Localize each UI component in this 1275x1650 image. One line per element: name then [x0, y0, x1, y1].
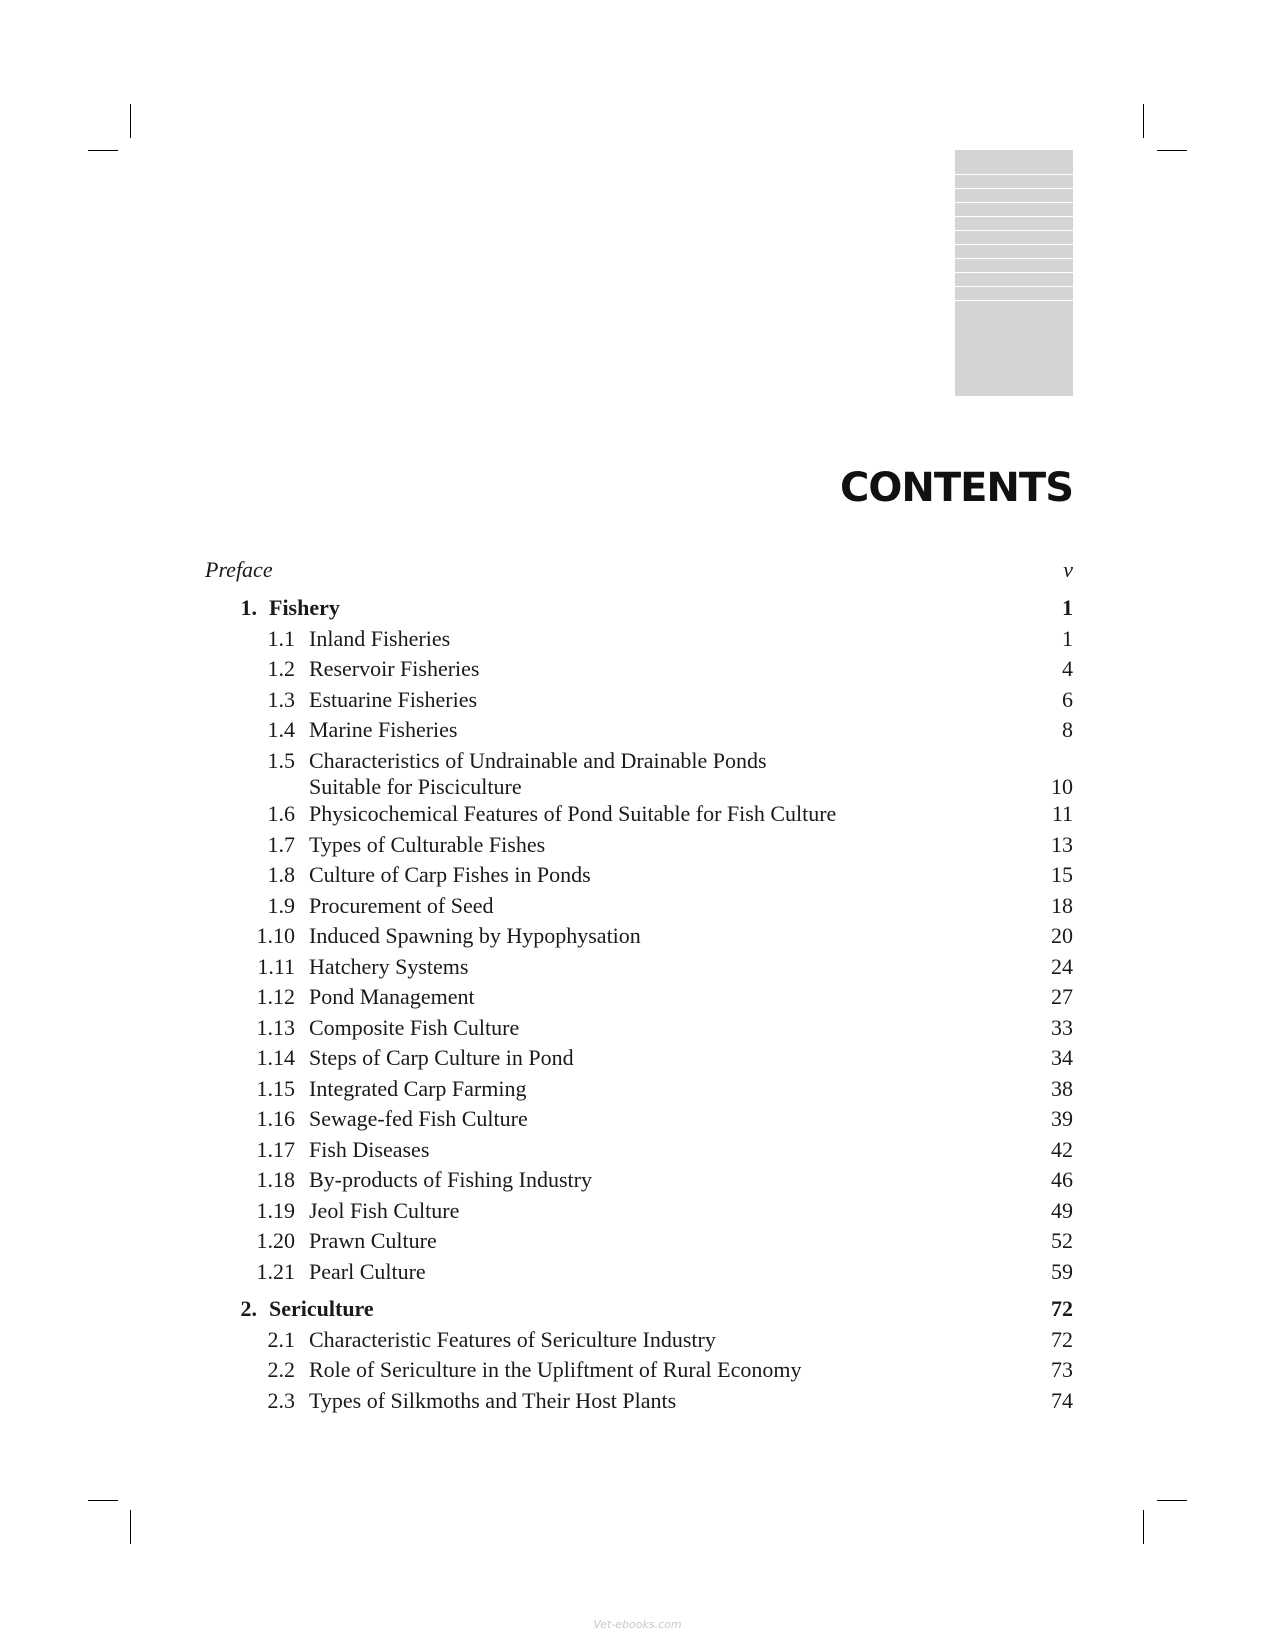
watermark: Vet-ebooks.com [593, 1618, 682, 1631]
toc-page-number: 49 [1051, 1197, 1073, 1223]
toc-page-number: 1 [1062, 595, 1073, 620]
toc-section-title: Characteristic Features of Sericulture Industry [309, 1326, 716, 1352]
toc-page-number: 11 [1051, 801, 1073, 826]
toc-page-number: 73 [1051, 1357, 1073, 1382]
toc-section-number: 1.13 [256, 1014, 295, 1040]
toc-page-number: 27 [1051, 984, 1073, 1009]
toc-section-number: 1.14 [256, 1045, 295, 1070]
toc-section-title: Pearl Culture [309, 1258, 426, 1284]
toc-section[interactable] [205, 830, 1073, 860]
toc-page-number: 24 [1051, 953, 1073, 979]
page-title: CONTENTS [839, 464, 1073, 511]
toc-section-title: Culture of Carp Fishes in Ponds [309, 862, 591, 887]
toc-section-title: Reservoir Fisheries [309, 656, 480, 681]
toc-section-number: 1.15 [256, 1075, 295, 1101]
toc-chapter-number: 1. [240, 595, 257, 620]
crop-mark-top-right-h [1157, 150, 1187, 151]
toc-section[interactable] [205, 1043, 1073, 1073]
toc-section-number: 2.1 [267, 1326, 295, 1352]
toc-section-continuation[interactable] [205, 772, 1073, 802]
toc-section-title: Role of Sericulture in the Upliftment of Rural Economy [309, 1357, 802, 1382]
toc-page-number: 52 [1051, 1228, 1073, 1253]
crop-mark-bottom-right-h [1157, 1500, 1187, 1501]
crop-mark-top-right-v [1143, 104, 1144, 138]
toc-page-number: 59 [1051, 1258, 1073, 1284]
toc-section[interactable] [205, 799, 1073, 829]
crop-mark-bottom-left-h [88, 1500, 118, 1501]
toc-section[interactable] [205, 921, 1073, 951]
toc-section[interactable] [205, 1226, 1073, 1256]
toc-section-number: 1.16 [256, 1106, 295, 1131]
toc-section-title: Types of Culturable Fishes [309, 831, 546, 857]
toc-section-number: 1.21 [256, 1258, 295, 1284]
toc-section[interactable] [205, 860, 1073, 890]
toc-section-title: Characteristics of Undrainable and Drainable Ponds [309, 747, 767, 773]
toc-section[interactable] [205, 685, 1073, 715]
toc-section-title: Types of Silkmoths and Their Host Plants [309, 1387, 677, 1413]
toc-section-title: Physicochemical Features of Pond Suitable for Fish Culture [309, 801, 837, 826]
toc-chapter-number: 2. [240, 1296, 257, 1321]
toc-section[interactable] [205, 1165, 1073, 1195]
toc-section-title: Jeol Fish Culture [309, 1197, 460, 1223]
toc-page-number: 74 [1051, 1387, 1073, 1413]
toc-section-number: 1.11 [257, 953, 295, 979]
toc-page-number: 10 [1051, 773, 1073, 799]
crop-mark-bottom-right-v [1143, 1510, 1144, 1544]
toc-section[interactable] [205, 1074, 1073, 1104]
toc-page-number: 39 [1051, 1106, 1073, 1131]
toc-page-number: 6 [1062, 686, 1073, 712]
toc-section-title: Inland Fisheries [309, 625, 451, 651]
toc-chapter-title: Sericulture [269, 1296, 374, 1321]
toc-page-number: 8 [1062, 717, 1073, 742]
toc-section-number: 1.10 [256, 923, 295, 948]
toc-page-number: 18 [1051, 892, 1073, 918]
toc-page-number: 1 [1062, 625, 1073, 651]
toc-page-number: 34 [1051, 1045, 1073, 1070]
toc-page-number: 72 [1051, 1296, 1073, 1321]
crop-mark-top-left-v [130, 104, 131, 138]
toc-section-number: 1.7 [267, 831, 295, 857]
toc-page-number: 38 [1051, 1075, 1073, 1101]
toc-page-number: 4 [1062, 656, 1073, 681]
toc-section[interactable] [205, 1104, 1073, 1134]
decorative-header-block [955, 150, 1073, 396]
toc-section-title: Induced Spawning by Hypophysation [309, 923, 641, 948]
toc-page-number: 72 [1051, 1326, 1073, 1352]
toc-chapter[interactable] [205, 1294, 1073, 1324]
toc-page-number: v [1063, 557, 1073, 582]
toc-section-title-line2: Suitable for Pisciculture [309, 773, 522, 799]
toc-section-number: 1.6 [267, 801, 295, 826]
toc-entry-preface[interactable] [205, 555, 1073, 585]
toc-section-title: Estuarine Fisheries [309, 686, 478, 712]
toc-chapter[interactable] [205, 593, 1073, 623]
toc-page-number: 13 [1051, 831, 1073, 857]
toc-section[interactable] [205, 1355, 1073, 1385]
toc-section-number: 1.17 [256, 1136, 295, 1162]
toc-section[interactable] [205, 715, 1073, 745]
toc-section[interactable] [205, 624, 1073, 654]
toc-page-number: 20 [1051, 923, 1073, 948]
toc-section-number: 1.20 [256, 1228, 295, 1253]
toc-section-title: Composite Fish Culture [309, 1014, 520, 1040]
toc-section-title: Prawn Culture [309, 1228, 437, 1253]
toc-section[interactable] [205, 891, 1073, 921]
toc-section-title: Procurement of Seed [309, 892, 494, 918]
toc-section-title: Sewage-fed Fish Culture [309, 1106, 528, 1131]
toc-section-number: 1.3 [267, 686, 295, 712]
toc-section[interactable] [205, 1013, 1073, 1043]
crop-mark-top-left-h [88, 150, 118, 151]
toc-section-number: 2.2 [267, 1357, 295, 1382]
toc-section-title: Steps of Carp Culture in Pond [309, 1045, 574, 1070]
toc-page-number: 15 [1051, 862, 1073, 887]
toc-section-title: Integrated Carp Farming [309, 1075, 527, 1101]
toc-section[interactable] [205, 1386, 1073, 1416]
toc-section[interactable] [205, 982, 1073, 1012]
toc-section-number: 1.4 [267, 717, 295, 742]
toc-section[interactable] [205, 1325, 1073, 1355]
toc-page-number: 42 [1051, 1136, 1073, 1162]
toc-section-number: 1.8 [267, 862, 295, 887]
toc-chapter-title: Fishery [269, 595, 340, 620]
toc-section-number: 1.9 [267, 892, 295, 918]
toc-section[interactable] [205, 952, 1073, 982]
toc-entry-label: Preface [205, 557, 273, 582]
toc-section-number: 1.12 [256, 984, 295, 1009]
toc-section-title: Pond Management [309, 984, 475, 1009]
toc-section-number: 2.3 [267, 1387, 295, 1413]
toc-section-number: 1.5 [267, 747, 295, 773]
toc-section[interactable] [205, 1257, 1073, 1287]
toc-section-title: Fish Diseases [309, 1136, 430, 1162]
toc-section-number: 1.19 [256, 1197, 295, 1223]
toc-page-number: 46 [1051, 1167, 1073, 1192]
toc-section-number: 1.18 [256, 1167, 295, 1192]
toc-section[interactable] [205, 1135, 1073, 1165]
toc-page-number: 33 [1051, 1014, 1073, 1040]
crop-mark-bottom-left-v [130, 1510, 131, 1544]
toc-section-title: Marine Fisheries [309, 717, 458, 742]
toc-section-title: By-products of Fishing Industry [309, 1167, 592, 1192]
toc-section-number: 1.2 [267, 656, 295, 681]
toc-section-number: 1.1 [267, 625, 295, 651]
toc-section[interactable] [205, 1196, 1073, 1226]
toc-section-title: Hatchery Systems [309, 953, 469, 979]
toc-section[interactable] [205, 654, 1073, 684]
